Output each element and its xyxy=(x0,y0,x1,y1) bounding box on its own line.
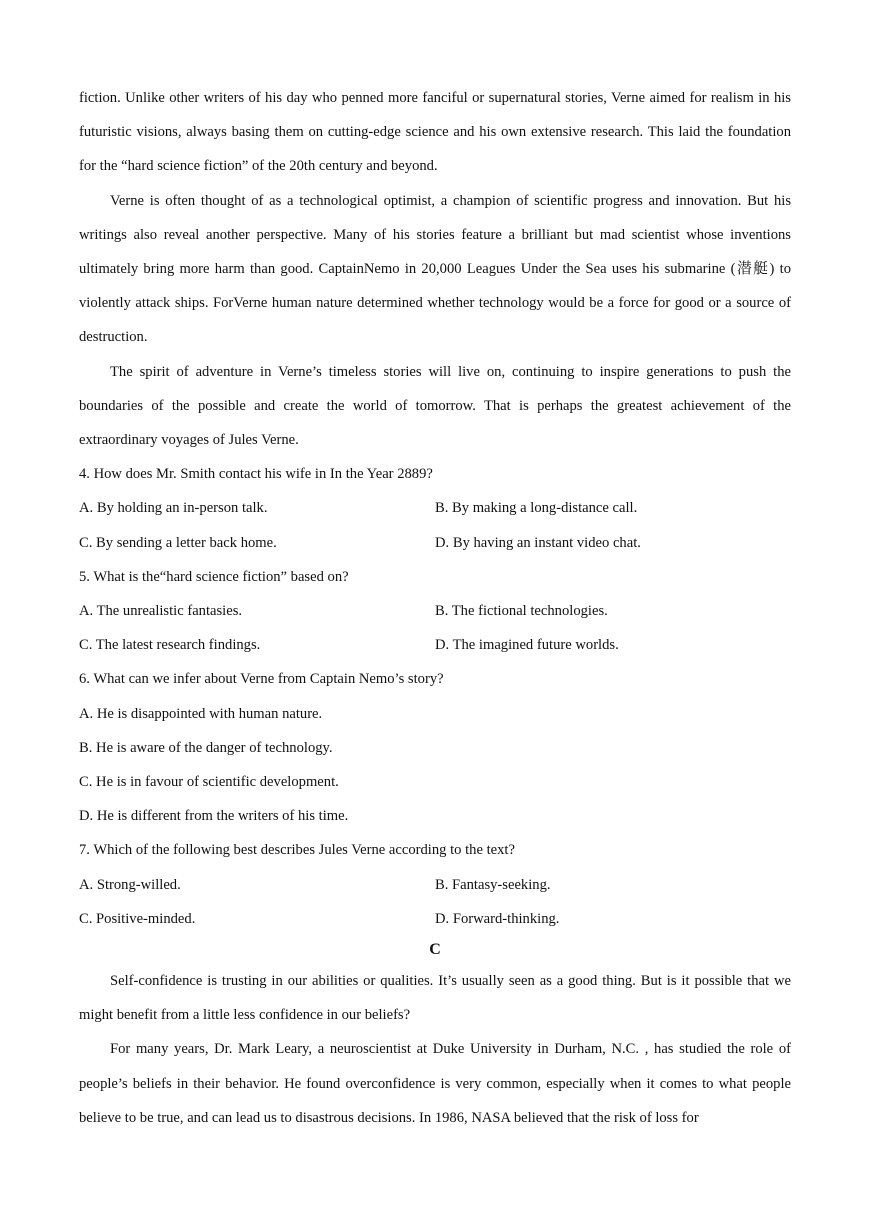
question-7-option-b: B. Fantasy-seeking. xyxy=(435,876,551,893)
question-4-option-a: A. By holding an in-person talk. xyxy=(79,500,268,517)
question-4-option-d: D. By having an instant video chat. xyxy=(435,534,641,551)
question-5-option-d: D. The imagined future worlds. xyxy=(435,637,619,654)
question-6-option-a: A. He is disappointed with human nature. xyxy=(79,705,323,722)
question-4-option-c: C. By sending a letter back home. xyxy=(79,534,277,551)
section-c-heading: C xyxy=(429,941,441,959)
question-4-stem: 4. How does Mr. Smith contact his wife in In the Year 2889? xyxy=(79,466,433,483)
question-5 xyxy=(79,560,791,663)
question-5-stem: 5. What is the“hard science fiction” based on? xyxy=(79,568,349,585)
question-5-option-b: B. The fictional technologies. xyxy=(435,603,608,620)
question-5-options-row-2 xyxy=(79,628,791,662)
question-7-options-row-1 xyxy=(79,868,791,902)
question-5-option-c: C. The latest research findings. xyxy=(79,637,261,654)
question-4-options-row-1 xyxy=(79,491,791,525)
exam-page xyxy=(79,81,791,1135)
question-7-stem: 7. Which of the following best describes Jules Verne according to the text? xyxy=(79,842,515,859)
question-7-options-row-2 xyxy=(79,902,791,936)
question-7-option-a: A. Strong-willed. xyxy=(79,876,181,893)
passage-b-paragraph-1: fiction. Unlike other writers of his day who penned more fanciful or supernatural stories, Verne aimed for realism in his futuristic visions, always basing them on cutting-edge science and his own extensive research. This laid the foundation for the “hard science fiction” of the 20th century and beyond. xyxy=(79,90,791,175)
section-c-paragraph-1: Self-confidence is trusting in our abilities or qualities. It’s usually seen as a good thing. But is it possible that we might benefit from a little less confidence in our beliefs? xyxy=(79,973,791,1024)
question-6-option-d: D. He is different from the writers of his time. xyxy=(79,808,349,825)
section-c-paragraph-2: For many years, Dr. Mark Leary, a neuroscientist at Duke University in Durham, N.C. , has studied the role of people’s beliefs in their behavior. He found overconfidence is very common, especially when it comes to what people believe to be true, and can lead us to disastrous decisions. In 1986, NASA believed that the risk of loss for xyxy=(79,1041,791,1126)
question-5-options-row-1 xyxy=(79,594,791,628)
passage-b-paragraph-2: Verne is often thought of as a technological optimist, a champion of scientific progress and innovation. But his writings also reveal another perspective. Many of his stories feature a brilliant but mad scientist whose inventions ultimately bring more harm than good. CaptainNemo in 20,000 Leagues Under the Sea uses his submarine (潜艇) to violently attack ships. ForVerne human nature determined whether technology would be a force for good or a source of destruction. xyxy=(79,192,791,346)
passage-b-paragraph-3: The spirit of adventure in Verne’s timeless stories will live on, continuing to inspire generations to push the boundaries of the possible and create the world of tomorrow. That is perhaps the greatest achievement of the extraordinary voyages of Jules Verne. xyxy=(79,363,791,449)
question-5-option-a: A. The unrealistic fantasies. xyxy=(79,603,243,620)
question-4-options-row-2 xyxy=(79,526,791,560)
question-7 xyxy=(79,833,791,936)
question-7-option-c: C. Positive-minded. xyxy=(79,910,196,927)
question-6-stem: 6. What can we infer about Verne from Captain Nemo’s story? xyxy=(79,671,444,688)
question-7-option-d: D. Forward-thinking. xyxy=(435,910,560,927)
question-6-option-c: C. He is in favour of scientific development. xyxy=(79,774,339,791)
question-4 xyxy=(79,457,791,560)
question-6-option-b: B. He is aware of the danger of technology. xyxy=(79,739,333,756)
question-4-option-b: B. By making a long-distance call. xyxy=(435,500,638,517)
question-6 xyxy=(79,662,791,833)
